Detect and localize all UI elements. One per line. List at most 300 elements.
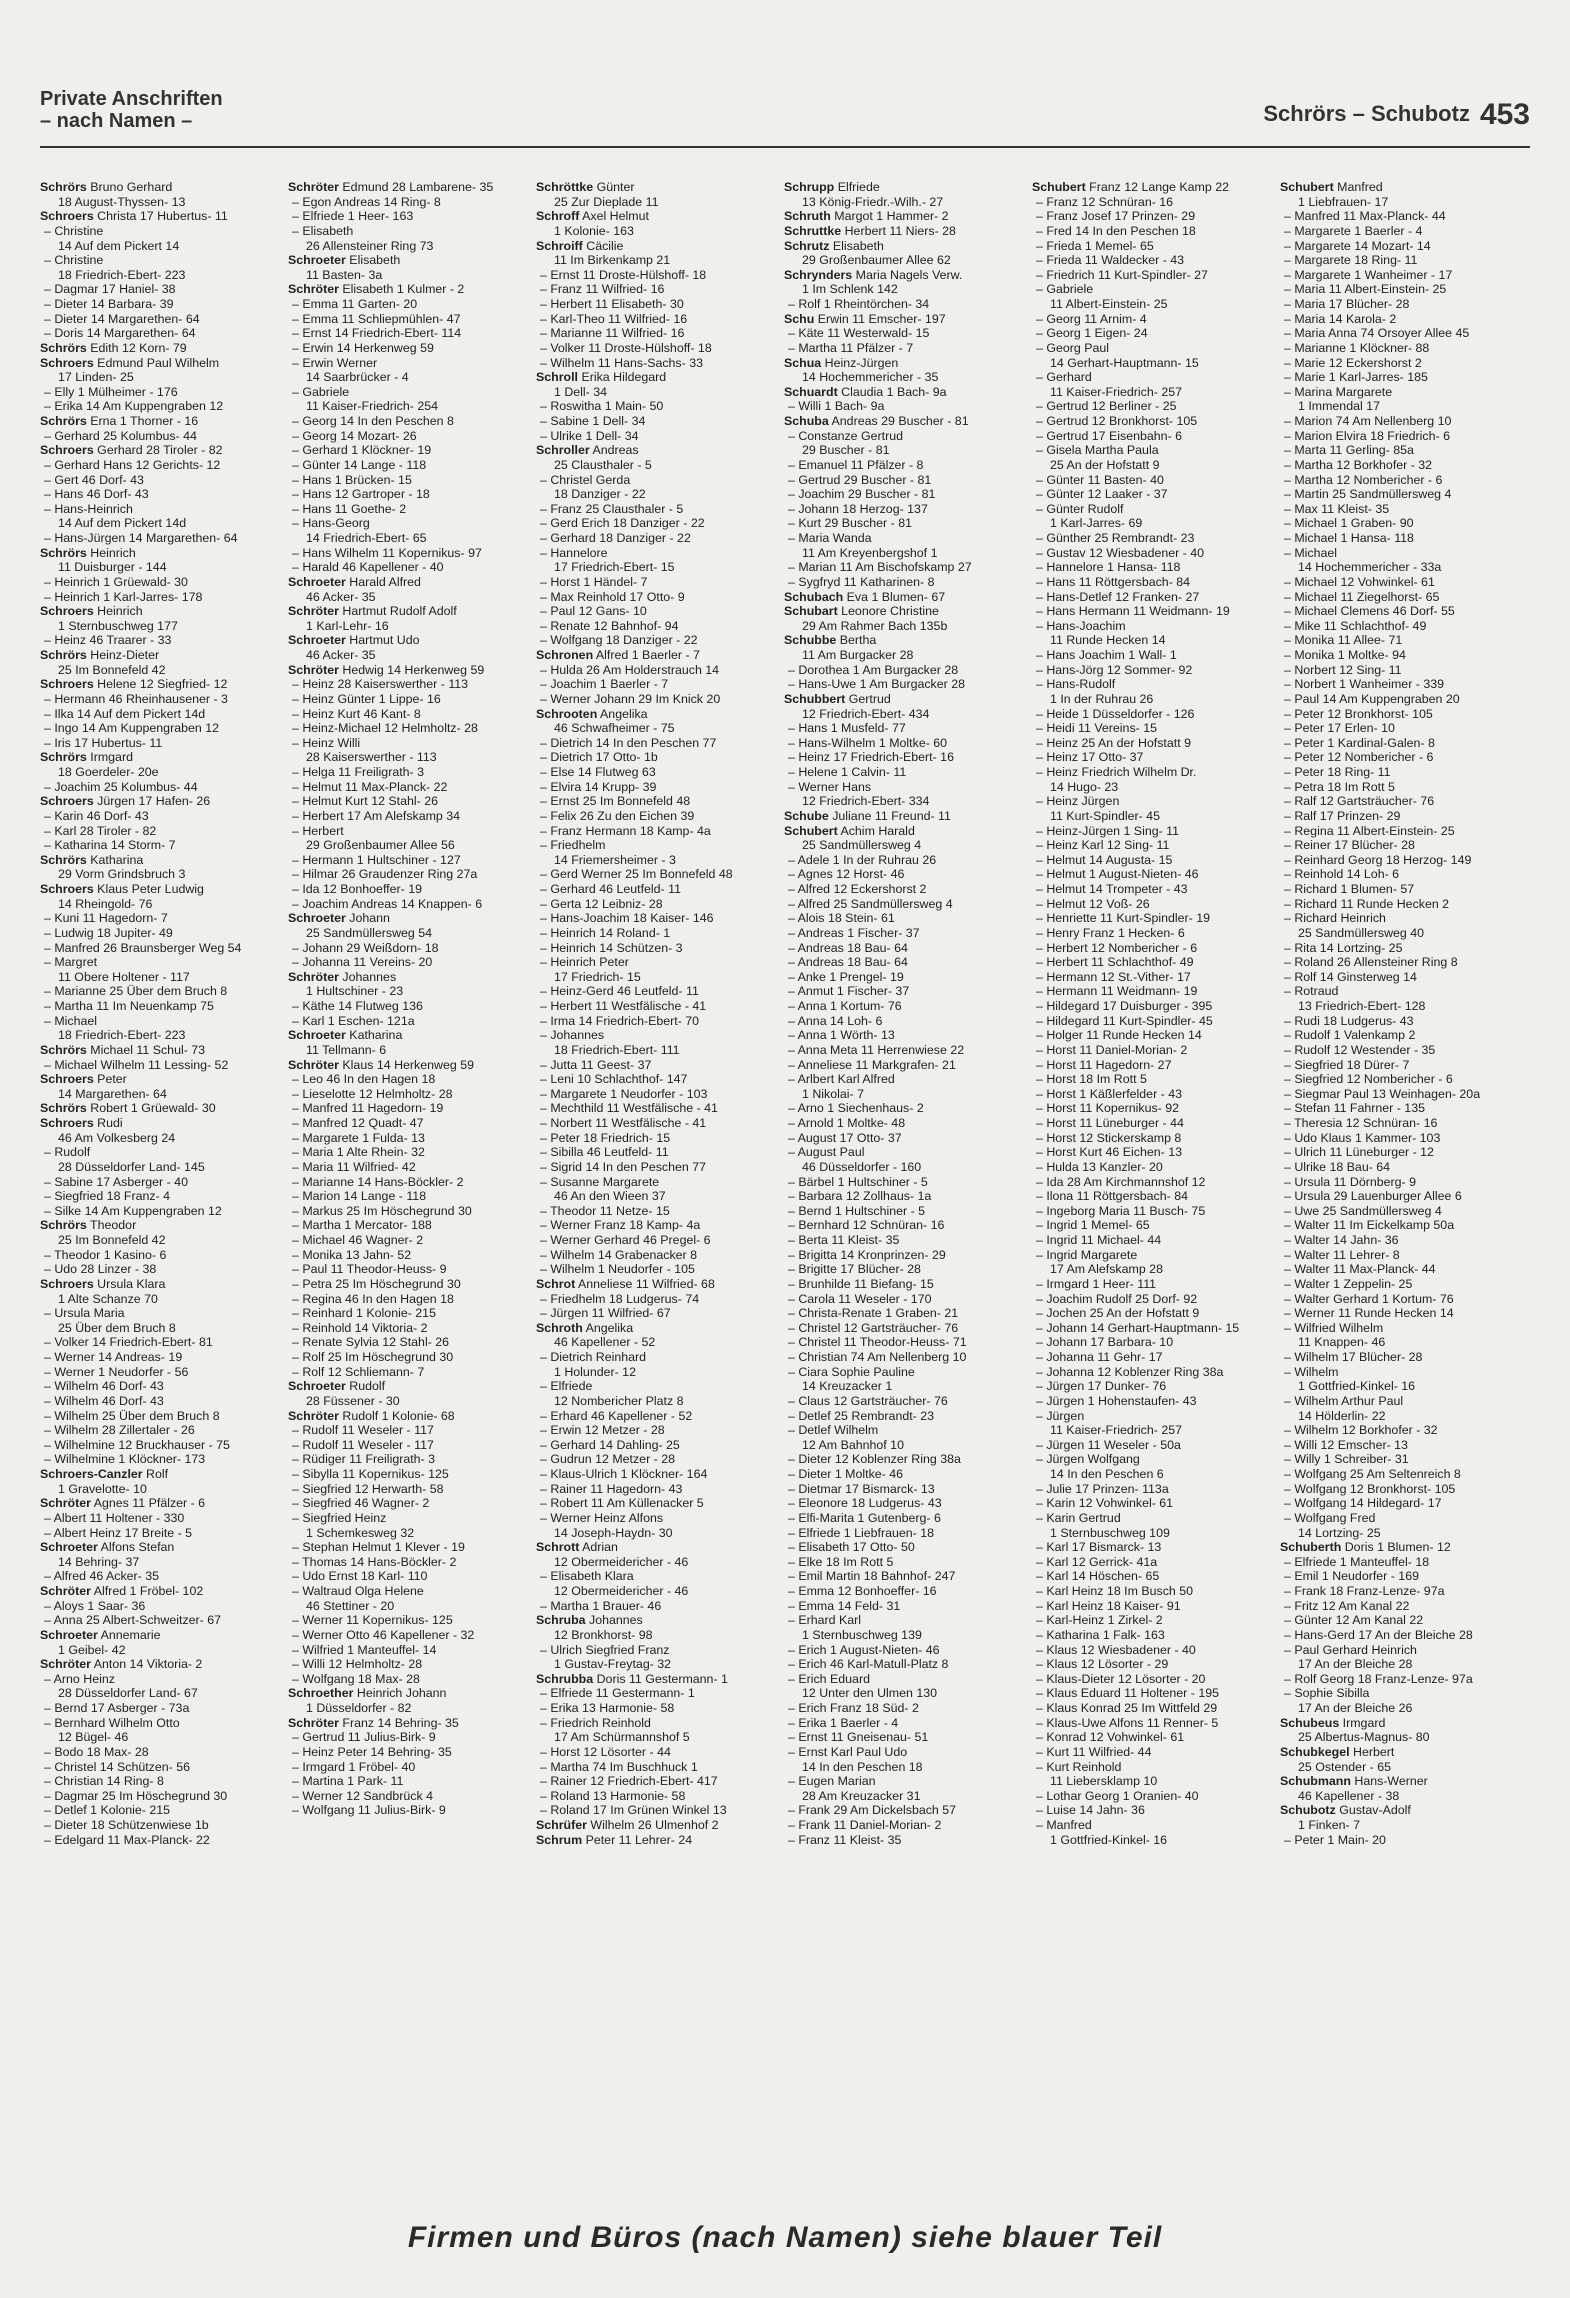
listing-entry: Schua Heinz-Jürgen (784, 355, 899, 370)
listing-entry: – Rolf 25 Im Höschegrund 30 (292, 1350, 454, 1364)
listing-entry: – Roswitha 1 Main- 50 (540, 399, 664, 414)
listing-entry: Schröttke Günter (536, 180, 635, 194)
listing-entry: – Marie 12 Eckershorst 2 (1284, 355, 1422, 370)
listing-entry: – Gertrud 17 Eisenbahn- 6 (1036, 428, 1183, 443)
listing-entry: – Sibilla 46 Leutfeld- 11 (540, 1145, 669, 1160)
listing-entry: 46 Stettiner - 20 (306, 1598, 395, 1613)
listing-entry: – Ernst 25 Im Bonnefeld 48 (540, 794, 691, 809)
surname: Schruba (536, 1613, 586, 1628)
listing-entry: – Monika 11 Allee- 71 (1284, 633, 1403, 648)
listing-entry: – Horst 12 Stickerskamp 8 (1036, 1130, 1182, 1145)
listing-entry: Schroeter Alfons Stefan (40, 1540, 175, 1555)
listing-entry: – Peter 1 Main- 20 (1284, 1832, 1386, 1847)
listing-entry: – Elvira 14 Krupp- 39 (540, 779, 657, 794)
listing-entry: – Sophie Sibilla (1284, 1686, 1370, 1701)
listing-entry: – Henry Franz 1 Hecken- 6 (1036, 925, 1185, 940)
listing-entry: – Maria Wanda (788, 531, 872, 545)
listing-entry: 46 Am Volkesberg 24 (58, 1130, 176, 1145)
listing-entry: – Anmut 1 Fischer- 37 (788, 984, 910, 999)
surname: Schrupp (784, 180, 835, 194)
listing-entry: – Hildegard 11 Kurt-Spindler- 45 (1036, 1013, 1213, 1028)
listing-entry: – Aloys 1 Saar- 36 (44, 1598, 146, 1613)
listing-entry: 26 Allensteiner Ring 73 (306, 238, 434, 253)
surname: Schuardt (784, 384, 838, 399)
listing-entry: – Heinz Willi (292, 735, 361, 750)
listing-entry: – Manfred 12 Quadt- 47 (292, 1116, 424, 1130)
listing-entry: 18 Friedrich-Ebert- 223 (58, 1028, 186, 1043)
listing-entry: 13 Friedrich-Ebert- 128 (1298, 999, 1426, 1013)
listing-entry: – Günter 12 Am Kanal 22 (1284, 1613, 1424, 1628)
surname: Schronen (536, 648, 594, 662)
surname: Schroers (40, 882, 94, 896)
listing-entry: – Dietrich 14 In den Peschen 77 (540, 735, 717, 750)
listing-column-6 (1280, 180, 1516, 2176)
listing-entry: – Leni 10 Schlachthof- 147 (540, 1072, 688, 1087)
listing-entry: – Christel Gerda (540, 472, 631, 487)
listing-entry: – Heinz Peter 14 Behring- 35 (292, 1744, 452, 1759)
listing-entry: 46 Düsseldorfer - 160 (802, 1159, 922, 1174)
header-rule (40, 146, 1530, 148)
listing-entry: – Margarete 1 Fulda- 13 (292, 1130, 425, 1145)
listing-entry: Schroers Helene 12 Siegfried- 12 (40, 677, 228, 692)
listing-entry: – Norbert 1 Wanheimer - 339 (1284, 677, 1445, 692)
listing-entry: – Georg 11 Arnim- 4 (1036, 311, 1147, 326)
listing-entry: – Leo 46 In den Hagen 18 (292, 1072, 436, 1087)
listing-entry: – Wilhelm 1 Neudorfer - 105 (540, 1262, 695, 1277)
listing-entry: – Katharina 1 Falk- 163 (1036, 1627, 1165, 1642)
listing-entry: – Erich Eduard (788, 1671, 870, 1686)
listing-entry: – Hans 12 Gartroper - 18 (292, 487, 430, 502)
listing-entry: – Anna 1 Kortum- 76 (788, 999, 902, 1013)
listing-entry: – Richard 11 Runde Hecken 2 (1284, 896, 1450, 911)
listing-entry: 1 Karl-Jarres- 69 (1050, 516, 1143, 531)
listing-entry: 1 Gottfried-Kinkel- 16 (1050, 1832, 1168, 1847)
listing-entry: Schroff Axel Helmut (536, 209, 649, 224)
listing-entry: 29 Am Rahmer Bach 135b (802, 618, 948, 633)
listing-entry: – Sabine 1 Dell- 34 (540, 414, 646, 428)
listing-entry: – Arnold 1 Moltke- 48 (788, 1116, 906, 1130)
listing-entry: Schronen Alfred 1 Baerler - 7 (536, 648, 700, 662)
listing-entry: Schrörs Erna 1 Thorner - 16 (40, 414, 199, 428)
listing-entry: – Dietrich Reinhard (540, 1350, 647, 1364)
listing-entry: 1 Sternbuschweg 139 (802, 1627, 922, 1642)
listing-entry: – Holger 11 Runde Hecken 14 (1036, 1028, 1202, 1043)
listing-entry: – Arno 1 Siechenhaus- 2 (788, 1101, 924, 1116)
listing-entry: – Heinz Jürgen (1036, 794, 1120, 809)
listing-entry: – Erhard 46 Kapellener - 52 (540, 1408, 693, 1423)
surname: Schröter (288, 282, 339, 297)
listing-entry: – Erika 1 Baerler - 4 (788, 1715, 899, 1730)
surname: Schrörs (40, 1101, 87, 1116)
listing-entry: – Werner 11 Runde Hecken 14 (1284, 1306, 1454, 1321)
surname: Schube (784, 808, 829, 823)
listing-entry: – Reinhold 14 Viktoria- 2 (292, 1320, 428, 1335)
listing-entry: 17 Friedrich- 15 (554, 969, 641, 984)
listing-entry: – Margarete 1 Wanheimer - 17 (1284, 267, 1453, 282)
listing-entry: 14 Hölderlin- 22 (1298, 1408, 1386, 1423)
listing-entry: Schrutz Elisabeth (784, 238, 884, 253)
listing-entry: – Georg Paul (1036, 340, 1110, 355)
listing-entry: 28 Am Kreuzacker 31 (802, 1788, 921, 1803)
listing-entry: Schroers Rudi (40, 1116, 123, 1130)
listing-entry: 1 In der Ruhrau 26 (1050, 691, 1154, 706)
listing-entry: 14 Margarethen- 64 (58, 1086, 167, 1101)
surname: Schubert (1280, 180, 1334, 194)
listing-entry: Schubert Franz 12 Lange Kamp 22 (1032, 180, 1229, 194)
listing-entry: – Joachim Andreas 14 Knappen- 6 (292, 896, 483, 911)
listing-entry: Schroeter Hartmut Udo (288, 633, 420, 648)
listing-entry: – Eugen Marian (788, 1774, 876, 1789)
listing-entry: – Hans 1 Brücken- 15 (292, 472, 412, 487)
listing-entry: 46 Kapellener - 38 (1298, 1788, 1400, 1803)
listing-entry: – Christel 11 Theodor-Heuss- 71 (788, 1335, 967, 1350)
listing-entry: – Christa-Renate 1 Graben- 21 (788, 1306, 959, 1321)
listing-entry: Schroeter Katharina (288, 1028, 403, 1043)
listing-entry: – Werner Hans (788, 779, 872, 794)
listing-entry: – Ida 12 Bonhoeffer- 19 (292, 882, 422, 896)
listing-entry: – Iris 17 Hubertus- 11 (44, 735, 163, 750)
listing-entry: 25 Im Bonnefeld 42 (58, 1233, 166, 1247)
listing-entry: – Anneliese 11 Markgrafen- 21 (788, 1057, 956, 1072)
listing-entry: – Edelgard 11 Max-Planck- 22 (44, 1832, 210, 1847)
listing-entry: 25 Zur Dieplade 11 (554, 194, 659, 209)
listing-entry: – Frank 29 Am Dickelsbach 57 (788, 1803, 957, 1818)
listing-entry: – Elfriede (540, 1379, 593, 1394)
listing-entry: 1 Sternbuschweg 177 (58, 618, 178, 633)
listing-entry: – Ciara Sophie Pauline (788, 1364, 915, 1379)
listing-entry: – Friedrich 11 Kurt-Spindler- 27 (1036, 267, 1208, 282)
listing-entry: – Rudi 18 Ludgerus- 43 (1284, 1013, 1414, 1028)
listing-entry: – Helmut 14 Trompeter - 43 (1036, 882, 1188, 896)
listing-entry: – Helmut 1 August-Nieten- 46 (1036, 867, 1199, 882)
listing-entry: 11 Runde Hecken 14 (1050, 633, 1166, 648)
listing-entry: 12 Friedrich-Ebert- 434 (802, 706, 930, 721)
listing-entry: – Rudolf (44, 1145, 91, 1160)
listing-entry: 1 Finken- 7 (1298, 1818, 1360, 1832)
listing-entry: – Martina 1 Park- 11 (292, 1774, 404, 1789)
listing-entry: – Emma 11 Garten- 20 (292, 297, 418, 311)
listing-entry: Schroiff Cäcilie (536, 238, 624, 253)
listing-entry: 18 August-Thyssen- 13 (58, 194, 186, 209)
listing-entry: – Gerhard Hans 12 Gerichts- 12 (44, 457, 221, 472)
listing-entry: 11 Albert-Einstein- 25 (1050, 297, 1168, 311)
listing-entry: – Dieter 14 Barbara- 39 (44, 297, 174, 311)
surname: Schu (784, 311, 815, 326)
listing-entry: Schruba Johannes (536, 1613, 643, 1628)
listing-entry: Schubert Manfred (1280, 180, 1383, 194)
listing-entry: – Erwin 14 Herkenweg 59 (292, 340, 434, 355)
listing-entry: – Christel 12 Gartsträucher- 76 (788, 1320, 959, 1335)
listing-entry: – Hulda 26 Am Holderstrauch 14 (540, 662, 720, 677)
listing-entry: 46 Kapellener - 52 (554, 1335, 656, 1350)
listing-entry: – Elfriede 1 Manteuffel- 18 (1284, 1554, 1430, 1569)
listing-entry: 12 Friedrich-Ebert- 334 (802, 794, 930, 809)
listing-entry: – Frank 18 Franz-Lenze- 97a (1284, 1584, 1445, 1598)
listing-entry: – Irma 14 Friedrich-Ebert- 70 (540, 1013, 700, 1028)
listing-entry: – Heinz Friedrich Wilhelm Dr. (1036, 765, 1197, 779)
listing-entry: 28 Füssener - 30 (306, 1393, 400, 1408)
listing-entry: – Käthe 14 Flutweg 136 (292, 999, 423, 1013)
surname: Schroers (40, 1276, 94, 1291)
listing-entry: Schrörs Edith 12 Korn- 79 (40, 340, 187, 355)
listing-entry: – Alfred 46 Acker- 35 (44, 1569, 160, 1584)
listing-entry: – Marianne 14 Hans-Böckler- 2 (292, 1174, 464, 1189)
listing-entry: – Dorothea 1 Am Burgacker 28 (788, 662, 959, 677)
listing-entry: Schuba Andreas 29 Buscher - 81 (784, 414, 969, 428)
listing-entry: – August 17 Otto- 37 (788, 1130, 902, 1145)
listing-entry: 14 Behring- 37 (58, 1554, 140, 1569)
listing-entry: – Adele 1 In der Ruhrau 26 (788, 852, 937, 867)
listing-entry: – Anna Meta 11 Herrenwiese 22 (788, 1042, 965, 1057)
listing-entry: – Brigitte 17 Blücher- 28 (788, 1262, 921, 1277)
listing-entry: Schubbe Bertha (784, 633, 877, 648)
listing-entry: – Manfred 26 Braunsberger Weg 54 (44, 940, 242, 955)
listing-entry: – Michael (44, 1013, 98, 1028)
listing-entry: Schrörs Heinrich (40, 545, 136, 560)
surname: Schrooten (536, 706, 598, 721)
listing-entry: 13 König-Friedr.-Wilh.- 27 (802, 194, 944, 209)
listing-entry: – Ralf 12 Gartsträucher- 76 (1284, 794, 1435, 809)
listing-entry: – Walter Gerhard 1 Kortum- 76 (1284, 1291, 1454, 1306)
listing-entry: 1 Gravelotte- 10 (58, 1481, 147, 1496)
listing-entry: – Wilfried 1 Manteuffel- 14 (292, 1642, 437, 1657)
listing-entry: – Werner 1 Neudorfer - 56 (44, 1364, 189, 1379)
listing-entry: – Regina 46 In den Hagen 18 (292, 1291, 454, 1306)
listing-entry: – Martha 74 Im Buschhuck 1 (540, 1759, 698, 1774)
listing-entry: 11 Basten- 3a (306, 267, 383, 282)
listing-entry: 11 Obere Holtener - 117 (58, 969, 190, 984)
listing-entry: – Hans 46 Dorf- 43 (44, 487, 149, 502)
listing-entry: 29 Großenbaumer Allee 62 (802, 253, 951, 268)
listing-entry: – Wolfgang Fred (1284, 1510, 1376, 1525)
listing-entry: – Robert 11 Am Küllenacker 5 (540, 1496, 704, 1511)
listing-entry: – Maria 11 Wilfried- 42 (292, 1159, 416, 1174)
listing-entry: – Fritz 12 Am Kanal 22 (1284, 1598, 1410, 1613)
listing-entry: 14 Kreuzacker 1 (802, 1379, 893, 1394)
listing-entry: – Friedhelm (540, 838, 606, 853)
listing-entry: – Klaus-Uwe Alfons 11 Renner- 5 (1036, 1715, 1219, 1730)
listing-entry: – Johannes (540, 1028, 605, 1043)
listing-entry: – Ingrid 1 Memel- 65 (1036, 1218, 1150, 1233)
listing-entry: – Roland 26 Allensteiner Ring 8 (1284, 955, 1458, 970)
listing-entry: – Heide 1 Düsseldorfer - 126 (1036, 706, 1195, 721)
listing-entry: – Frank 11 Daniel-Morian- 2 (788, 1818, 942, 1832)
listing-entry: – Heinz 17 Friedrich-Ebert- 16 (788, 750, 954, 765)
listing-entry: 14 Saarbrücker - 4 (306, 370, 409, 385)
listing-entry: – Herbert 12 Nombericher - 6 (1036, 940, 1198, 955)
listing-entry: Schrörs Theodor (40, 1218, 137, 1233)
listing-entry: – Erich Franz 18 Süd- 2 (788, 1701, 919, 1715)
surname: Schröter (288, 1715, 339, 1730)
listing-entry: – Wilhelm 46 Dorf- 43 (44, 1379, 164, 1394)
listing-entry: – Markus 25 Im Höschegrund 30 (292, 1203, 472, 1218)
listing-entry: Schröter Agnes 11 Pfälzer - 6 (40, 1496, 206, 1511)
listing-entry: – Martin 25 Sandmüllersweg 4 (1284, 487, 1452, 502)
surname: Schroeter (288, 633, 346, 648)
surname: Schröter (288, 180, 339, 194)
surname: Schrot (536, 1276, 576, 1291)
listing-entry: – Gabriele (292, 384, 350, 399)
surname: Schroers-Canzler (40, 1467, 143, 1481)
listing-entry: – Wolfgang 25 Am Seltenreich 8 (1284, 1467, 1461, 1481)
listing-entry: – Günter 14 Lange - 118 (292, 457, 427, 472)
listing-entry: – Klaus Eduard 11 Holtener - 195 (1036, 1686, 1219, 1701)
surname: Schrörs (40, 1042, 87, 1057)
listing-entry: 25 Sandmüllersweg 40 (1298, 925, 1425, 940)
surname: Schroeter (288, 574, 346, 589)
listing-entry: – Katharina 14 Storm- 7 (44, 838, 176, 853)
listing-entry: – Heinz Günter 1 Lippe- 16 (292, 691, 441, 706)
surname: Schroers (40, 1072, 94, 1087)
listing-entry: – Ernst 14 Friedrich-Ebert- 114 (292, 326, 462, 341)
listing-entry: Schroers Peter (40, 1072, 127, 1087)
listing-entry: 12 Unter den Ulmen 130 (802, 1686, 938, 1701)
listing-entry: – Mike 11 Schlachthof- 49 (1284, 618, 1427, 633)
listing-column-5 (1032, 180, 1268, 2176)
listing-entry: – Gertrud 12 Berliner - 25 (1036, 399, 1177, 414)
listing-entry: – Petra 18 Im Rott 5 (1284, 779, 1395, 794)
listing-entry: – Herbert 17 Am Alefskamp 34 (292, 808, 461, 823)
listing-entry: – Ralf 17 Prinzen- 29 (1284, 808, 1401, 823)
listing-entry: – Margarete 1 Neudorfer - 103 (540, 1086, 708, 1101)
listing-entry: – Rüdiger 11 Freiligrath- 3 (292, 1452, 436, 1467)
listing-entry: – Franz 11 Kleist- 35 (788, 1832, 902, 1847)
listing-entry: – Herbert (292, 823, 344, 838)
listing-entry: – Paul 14 Am Kuppengraben 20 (1284, 691, 1460, 706)
listing-entry: – Theodor 11 Netze- 15 (540, 1203, 670, 1218)
listing-entry: – Maria 17 Blücher- 28 (1284, 297, 1410, 311)
listing-entry: – Eleonore 18 Ludgerus- 43 (788, 1496, 942, 1511)
listing-entry: – Karl Heinz 18 Im Busch 50 (1036, 1584, 1194, 1598)
listing-entry: – Frieda 11 Waldecker - 43 (1036, 253, 1185, 268)
surname: Schruth (784, 209, 831, 224)
listing-entry: – Albert 11 Holtener - 330 (44, 1510, 185, 1525)
listing-entry: 46 Acker- 35 (306, 648, 376, 662)
listing-entry: – Heinz-Jürgen 1 Sing- 11 (1036, 823, 1180, 838)
listing-entry: – Ulrich 11 Lüneburger - 12 (1284, 1145, 1434, 1160)
listing-entry: Schroether Heinrich Johann (288, 1686, 447, 1701)
listing-entry: – Helmut 14 Augusta- 15 (1036, 852, 1173, 867)
listing-entry: – Wolfgang 14 Hildegard- 17 (1284, 1496, 1442, 1511)
listing-entry: – Erika 13 Harmonie- 58 (540, 1701, 675, 1715)
listing-entry: – Erwin Werner (292, 355, 378, 370)
listing-entry: – Christine (44, 253, 104, 268)
surname: Schrörs (40, 545, 87, 560)
listing-entry: – Elfriede 1 Liebfrauen- 18 (788, 1525, 935, 1540)
listing-entry: – Klaus-Dieter 12 Lösorter - 20 (1036, 1671, 1206, 1686)
listing-entry: – Wolfgang 18 Danziger - 22 (540, 633, 698, 648)
listing-entry: Schube Juliane 11 Freund- 11 (784, 808, 951, 823)
listing-entry: – Marie 1 Karl-Jarres- 185 (1284, 370, 1428, 385)
listing-entry: Schubkegel Herbert (1280, 1744, 1395, 1759)
listing-entry: – Brigitta 14 Kronprinzen- 29 (788, 1247, 946, 1262)
footer-note: Firmen und Büros (nach Namen) siehe blauer Teil (407, 2221, 1163, 2254)
listing-entry: – Norbert 12 Sing- 11 (1284, 662, 1402, 677)
listing-entry: – Ingeborg Maria 11 Busch- 75 (1036, 1203, 1206, 1218)
listing-entry: – Peter 17 Erlen- 10 (1284, 721, 1395, 736)
listing-entry: Schrooten Angelika (536, 706, 648, 721)
listing-entry: – Kurt 11 Wilfried- 44 (1036, 1744, 1152, 1759)
listing-entry: – Monika 1 Moltke- 94 (1284, 648, 1406, 662)
listing-column-4 (784, 180, 1020, 2176)
listing-entry: – Luise 14 Jahn- 36 (1036, 1803, 1145, 1818)
listing-entry: 1 Immendal 17 (1298, 399, 1380, 414)
listing-entry: – Hans-Jürgen 14 Margarethen- 64 (44, 531, 238, 545)
listing-entry: – Arlbert Karl Alfred (788, 1072, 895, 1087)
listing-entry: – Heinz 28 Kaiserswerther - 113 (292, 677, 469, 692)
listing-entry: 14 In den Peschen 6 (1050, 1467, 1164, 1481)
listing-entry: 29 Buscher - 81 (802, 443, 890, 458)
listing-entry: – Julie 17 Prinzen- 113a (1036, 1481, 1169, 1496)
listing-entry: – Ernst 11 Gneisenau- 51 (788, 1730, 929, 1745)
listing-entry: – Hilmar 26 Graudenzer Ring 27a (292, 867, 478, 882)
listing-entry: – Elisabeth (292, 223, 354, 238)
surname: Schubert (1032, 180, 1086, 194)
listing-entry: – Christel 14 Schützen- 56 (44, 1759, 191, 1774)
listing-entry: – Hans-Heinrich (44, 501, 133, 516)
listing-entry: Schuberth Doris 1 Blumen- 12 (1280, 1540, 1451, 1555)
listing-entry: – Jürgen (1036, 1408, 1085, 1423)
listing-entry: 14 Hochemmericher - 33a (1298, 560, 1442, 575)
surname: Schröter (40, 1496, 91, 1511)
listing-entry: – Gertrud 12 Bronkhorst- 105 (1036, 414, 1198, 428)
listing-entry: – Ilka 14 Auf dem Pickert 14d (44, 706, 206, 721)
listing-entry: – Marina Margarete (1284, 384, 1393, 399)
listing-entry: – Wilhelm 46 Dorf- 43 (44, 1393, 164, 1408)
listing-entry: – Rainer 11 Hagedorn- 43 (540, 1481, 683, 1496)
listing-entry: – Siegfried 46 Wagner- 2 (292, 1496, 430, 1511)
listing-entry: 14 Auf dem Pickert 14 (58, 238, 180, 253)
listing-entry: – Gerhard 1 Klöckner- 19 (292, 443, 432, 458)
listing-entry: Schrörs Katharina (40, 852, 144, 867)
surname: Schroers (40, 1116, 94, 1130)
listing-entry: – Kurt Reinhold (1036, 1759, 1122, 1774)
listing-entry: – Horst 12 Lösorter - 44 (540, 1744, 671, 1759)
surname: Schubbert (784, 691, 846, 706)
listing-entry: 46 An den Wieen 37 (554, 1189, 666, 1204)
listing-entry: – Renate Sylvia 12 Stahl- 26 (292, 1335, 450, 1350)
listing-entry: – Siegfried 12 Nombericher - 6 (1284, 1072, 1453, 1087)
listing-entry: – Bernd 1 Hultschiner - 5 (788, 1203, 926, 1218)
listing-entry: 1 Sternbuschweg 109 (1050, 1525, 1170, 1540)
listing-entry: – Helmut Kurt 12 Stahl- 26 (292, 794, 439, 809)
listing-entry: – Ulrike 1 Dell- 34 (540, 428, 639, 443)
listing-entry: 11 Liebersklamp 10 (1050, 1774, 1158, 1789)
listing-entry: – Horst 11 Lüneburger - 44 (1036, 1116, 1184, 1130)
listing-entry: – Franz 12 Schnüran- 16 (1036, 194, 1174, 209)
listing-entry: 1 Nikolai- 7 (802, 1086, 864, 1101)
surname: Schrüfer (536, 1818, 587, 1832)
listing-entry: – Rudolf 11 Weseler - 117 (292, 1437, 434, 1452)
listing-entry: 1 Karl-Lehr- 16 (306, 618, 389, 633)
listing-entry: – Heinrich 14 Roland- 1 (540, 925, 671, 940)
listing-entry: Schröter Edmund 28 Lambarene- 35 (288, 180, 494, 194)
listing-entry: – Claus 12 Gartsträucher- 76 (788, 1393, 948, 1408)
listing-entry: – Wilhelm 14 Grabenacker 8 (540, 1247, 698, 1262)
listing-entry: – Mechthild 11 Westfälische - 41 (540, 1101, 718, 1116)
listing-entry: – Bodo 18 Max- 28 (44, 1744, 149, 1759)
surname: Schroers (40, 604, 94, 619)
listing-entry: – Henriette 11 Kurt-Spindler- 19 (1036, 911, 1211, 926)
listing-entry: – Martha 12 Borkhofer - 32 (1284, 457, 1433, 472)
listing-entry: – Dietrich 17 Otto- 1b (540, 750, 658, 765)
listing-entry: 1 Alte Schanze 70 (58, 1291, 158, 1306)
listing-entry: – Heinz 46 Traarer - 33 (44, 633, 172, 648)
surname: Schroers (40, 794, 94, 809)
listing-entry: Schroers Heinrich (40, 604, 143, 619)
listing-entry: 11 Im Birkenkamp 21 (554, 253, 671, 268)
listing-entry: – Hans-Uwe 1 Am Burgacker 28 (788, 677, 965, 692)
